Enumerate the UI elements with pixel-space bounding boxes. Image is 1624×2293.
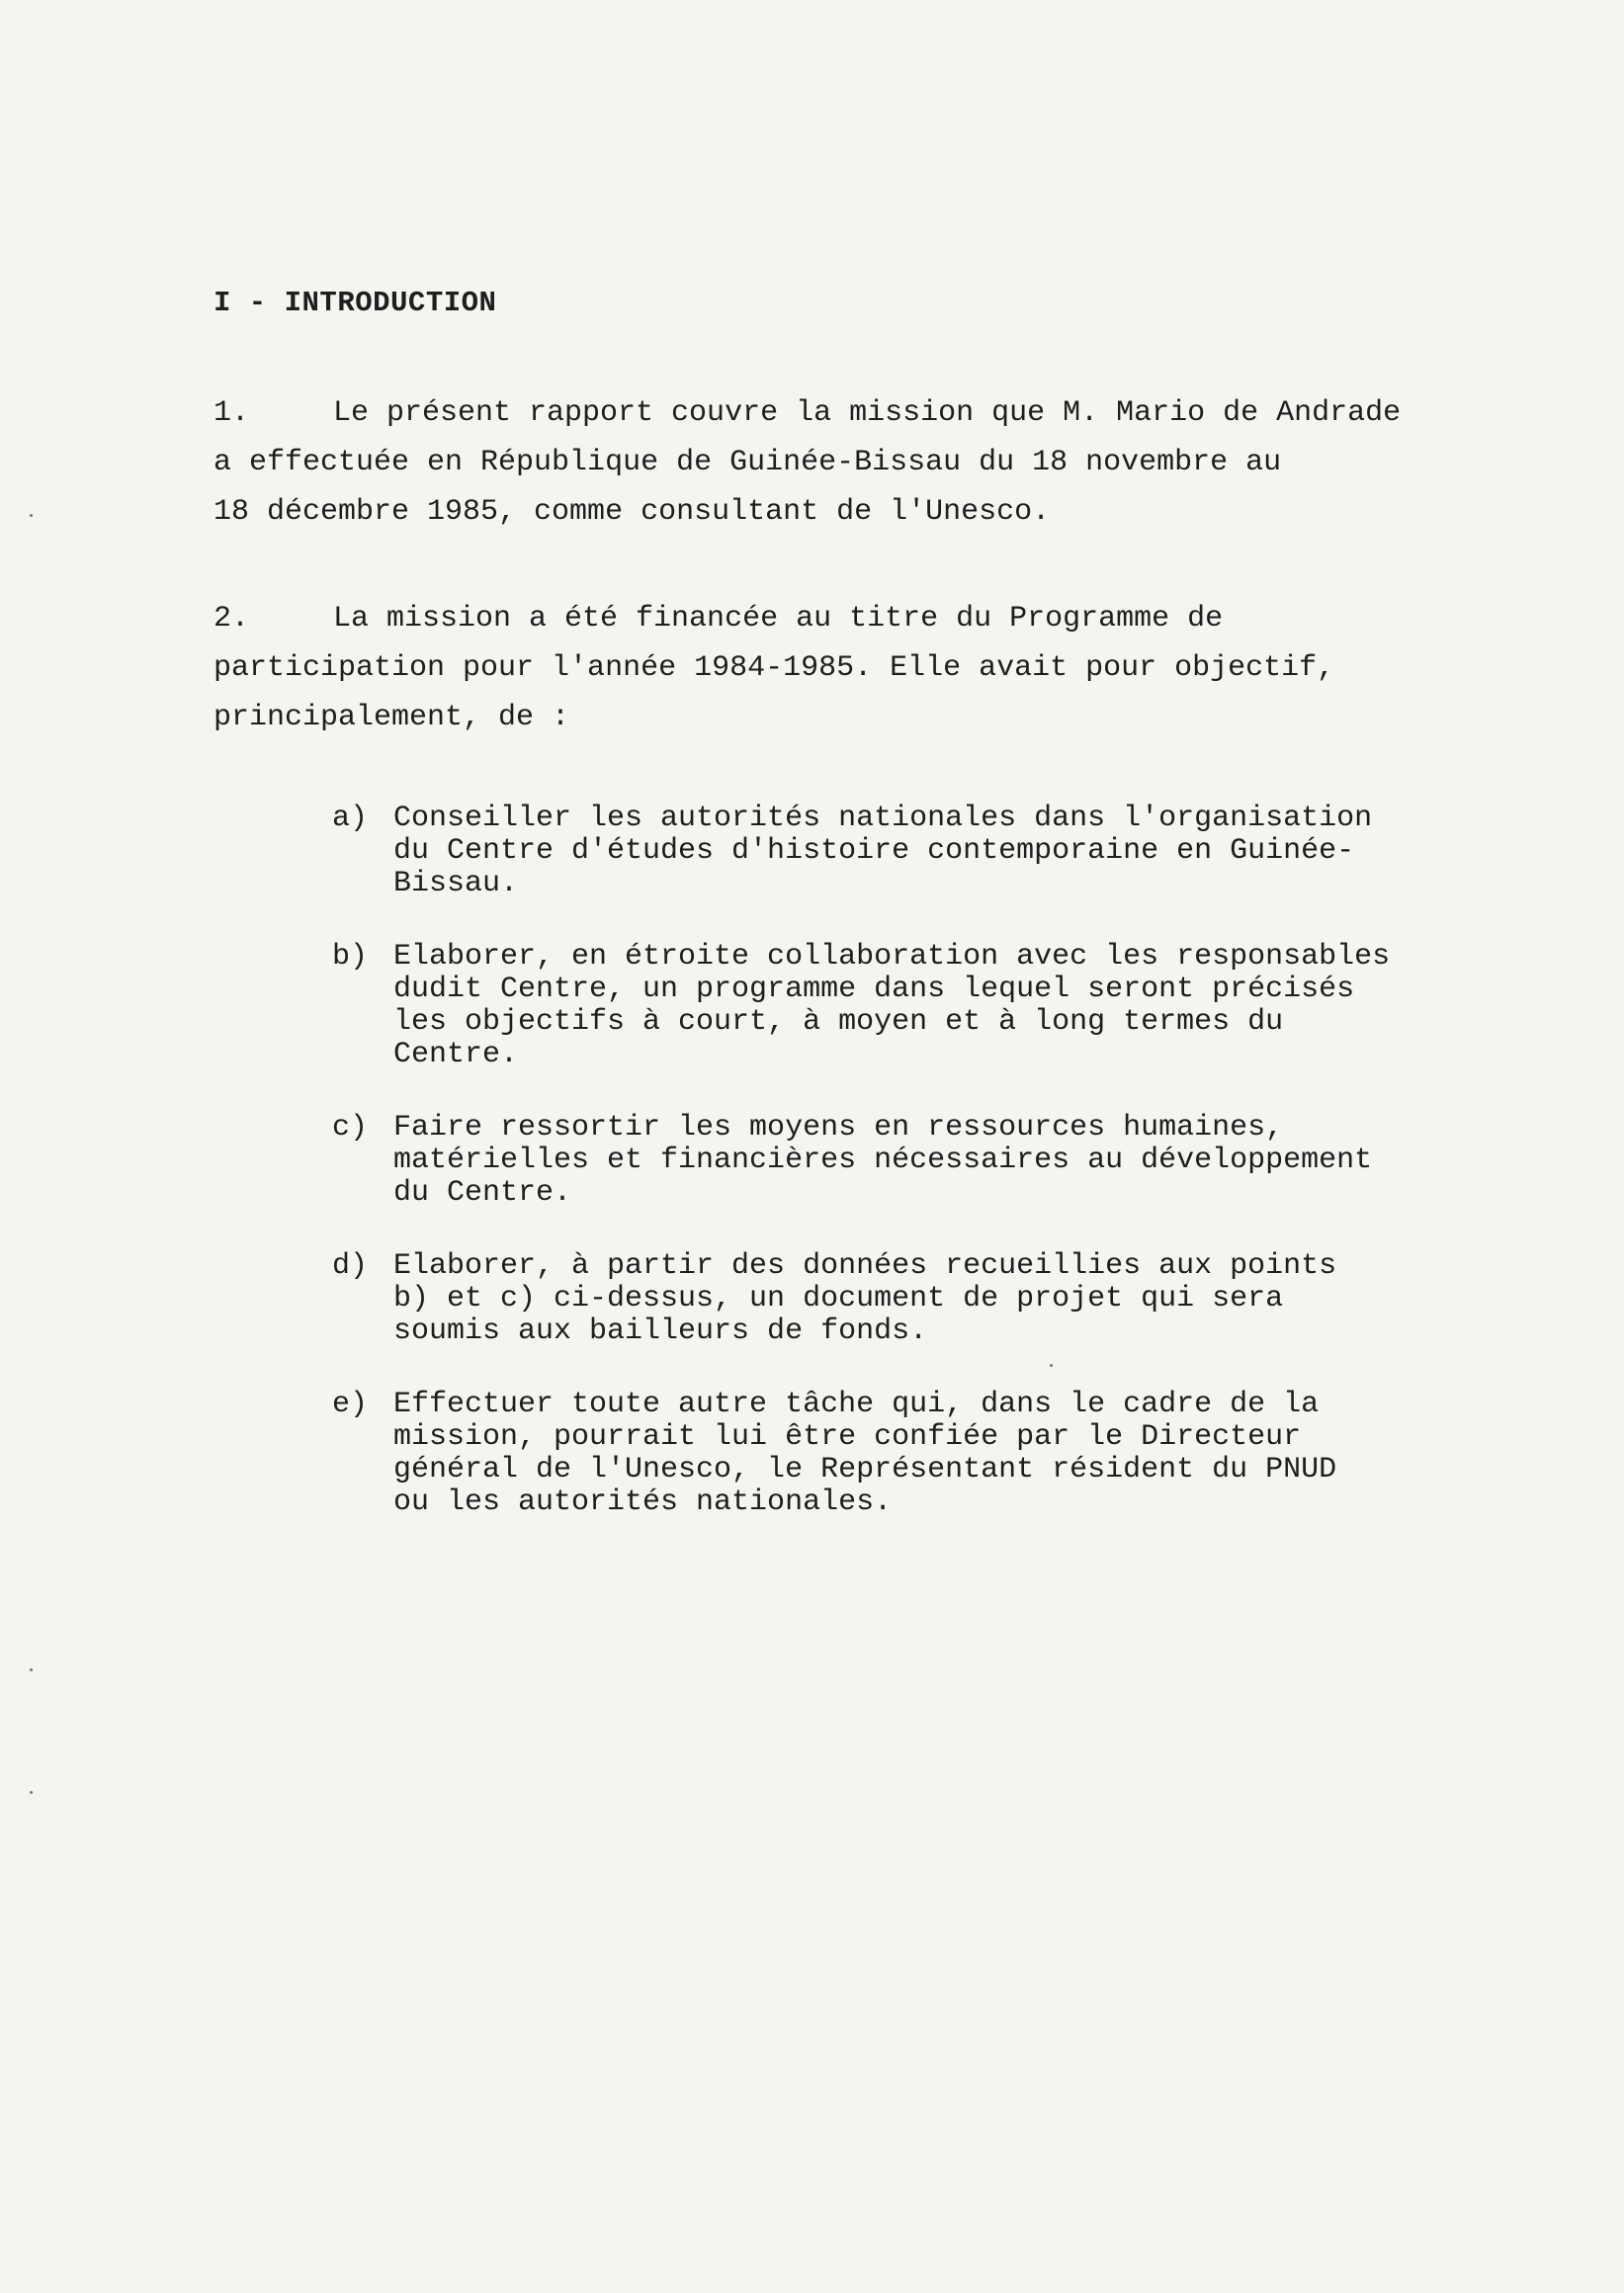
objective-line: b) et c) ci-dessus, un document de projet qui sera xyxy=(393,1282,1284,1316)
paragraph-line: participation pour l'année 1984-1985. Elle avait pour objectif, xyxy=(214,651,1335,685)
section-heading: I - INTRODUCTION xyxy=(214,287,497,319)
objective-item-c xyxy=(332,1112,1587,1210)
objective-line: matérielles et financières nécessaires au développement xyxy=(393,1144,1373,1177)
objective-text xyxy=(393,803,1587,900)
objective-item-b xyxy=(332,941,1587,1071)
objective-line: Centre. xyxy=(393,1038,519,1071)
objective-line: du Centre d'études d'histoire contemporaine en Guinée- xyxy=(393,834,1355,868)
objective-text xyxy=(393,941,1587,1071)
objective-line: soumis aux bailleurs de fonds. xyxy=(393,1315,928,1348)
objective-item-e xyxy=(332,1389,1587,1519)
objective-item-a xyxy=(332,803,1587,900)
paper-speck xyxy=(30,1668,33,1671)
paper-speck xyxy=(30,1791,33,1794)
paragraph-line: a effectuée en République de Guinée-Bissau du 18 novembre au xyxy=(214,446,1282,479)
paragraph-2 xyxy=(214,594,1578,742)
objective-line: les objectifs à court, à moyen et à long termes du xyxy=(393,1005,1284,1039)
objectives-list xyxy=(332,803,1587,1560)
objective-text xyxy=(393,1112,1587,1210)
objective-letter: b) xyxy=(332,940,369,974)
objective-letter: e) xyxy=(332,1388,369,1421)
objective-letter: a) xyxy=(332,802,369,835)
paper-speck xyxy=(30,514,33,517)
objective-line: Conseiller les autorités nationales dans l'organisation xyxy=(393,802,1373,835)
paragraph-line xyxy=(214,388,1578,438)
paragraph-text: Le présent rapport couvre la mission que M. Mario de Andrade xyxy=(333,396,1402,430)
paragraph-line: 18 décembre 1985, comme consultant de l'Unesco. xyxy=(214,495,1051,529)
paragraph-number: 1. xyxy=(214,396,250,430)
paragraph-line: principalement, de : xyxy=(214,701,570,734)
paragraph-text: La mission a été financée au titre du Programme de xyxy=(333,602,1224,636)
objective-line: mission, pourrait lui être confiée par le Directeur xyxy=(393,1420,1302,1454)
objective-line: général de l'Unesco, le Représentant résident du PNUD xyxy=(393,1453,1337,1486)
objective-line: du Centre. xyxy=(393,1176,572,1210)
paragraph-line xyxy=(214,594,1578,643)
objective-text xyxy=(393,1389,1587,1519)
objective-line: dudit Centre, un programme dans lequel seront précisés xyxy=(393,973,1355,1006)
objective-line: ou les autorités nationales. xyxy=(393,1486,893,1519)
paragraph-1 xyxy=(214,388,1578,537)
objective-letter: c) xyxy=(332,1111,369,1145)
objective-line: Effectuer toute autre tâche qui, dans le cadre de la xyxy=(393,1388,1320,1421)
paper-speck xyxy=(1050,1364,1053,1367)
objective-item-d xyxy=(332,1250,1587,1348)
objective-text xyxy=(393,1250,1587,1348)
paragraph-number: 2. xyxy=(214,602,250,636)
objective-letter: d) xyxy=(332,1249,369,1283)
objective-line: Elaborer, en étroite collaboration avec les responsables xyxy=(393,940,1391,974)
objective-line: Faire ressortir les moyens en ressources humaines, xyxy=(393,1111,1284,1145)
objective-line: Bissau. xyxy=(393,867,519,900)
objective-line: Elaborer, à partir des données recueillies aux points xyxy=(393,1249,1337,1283)
